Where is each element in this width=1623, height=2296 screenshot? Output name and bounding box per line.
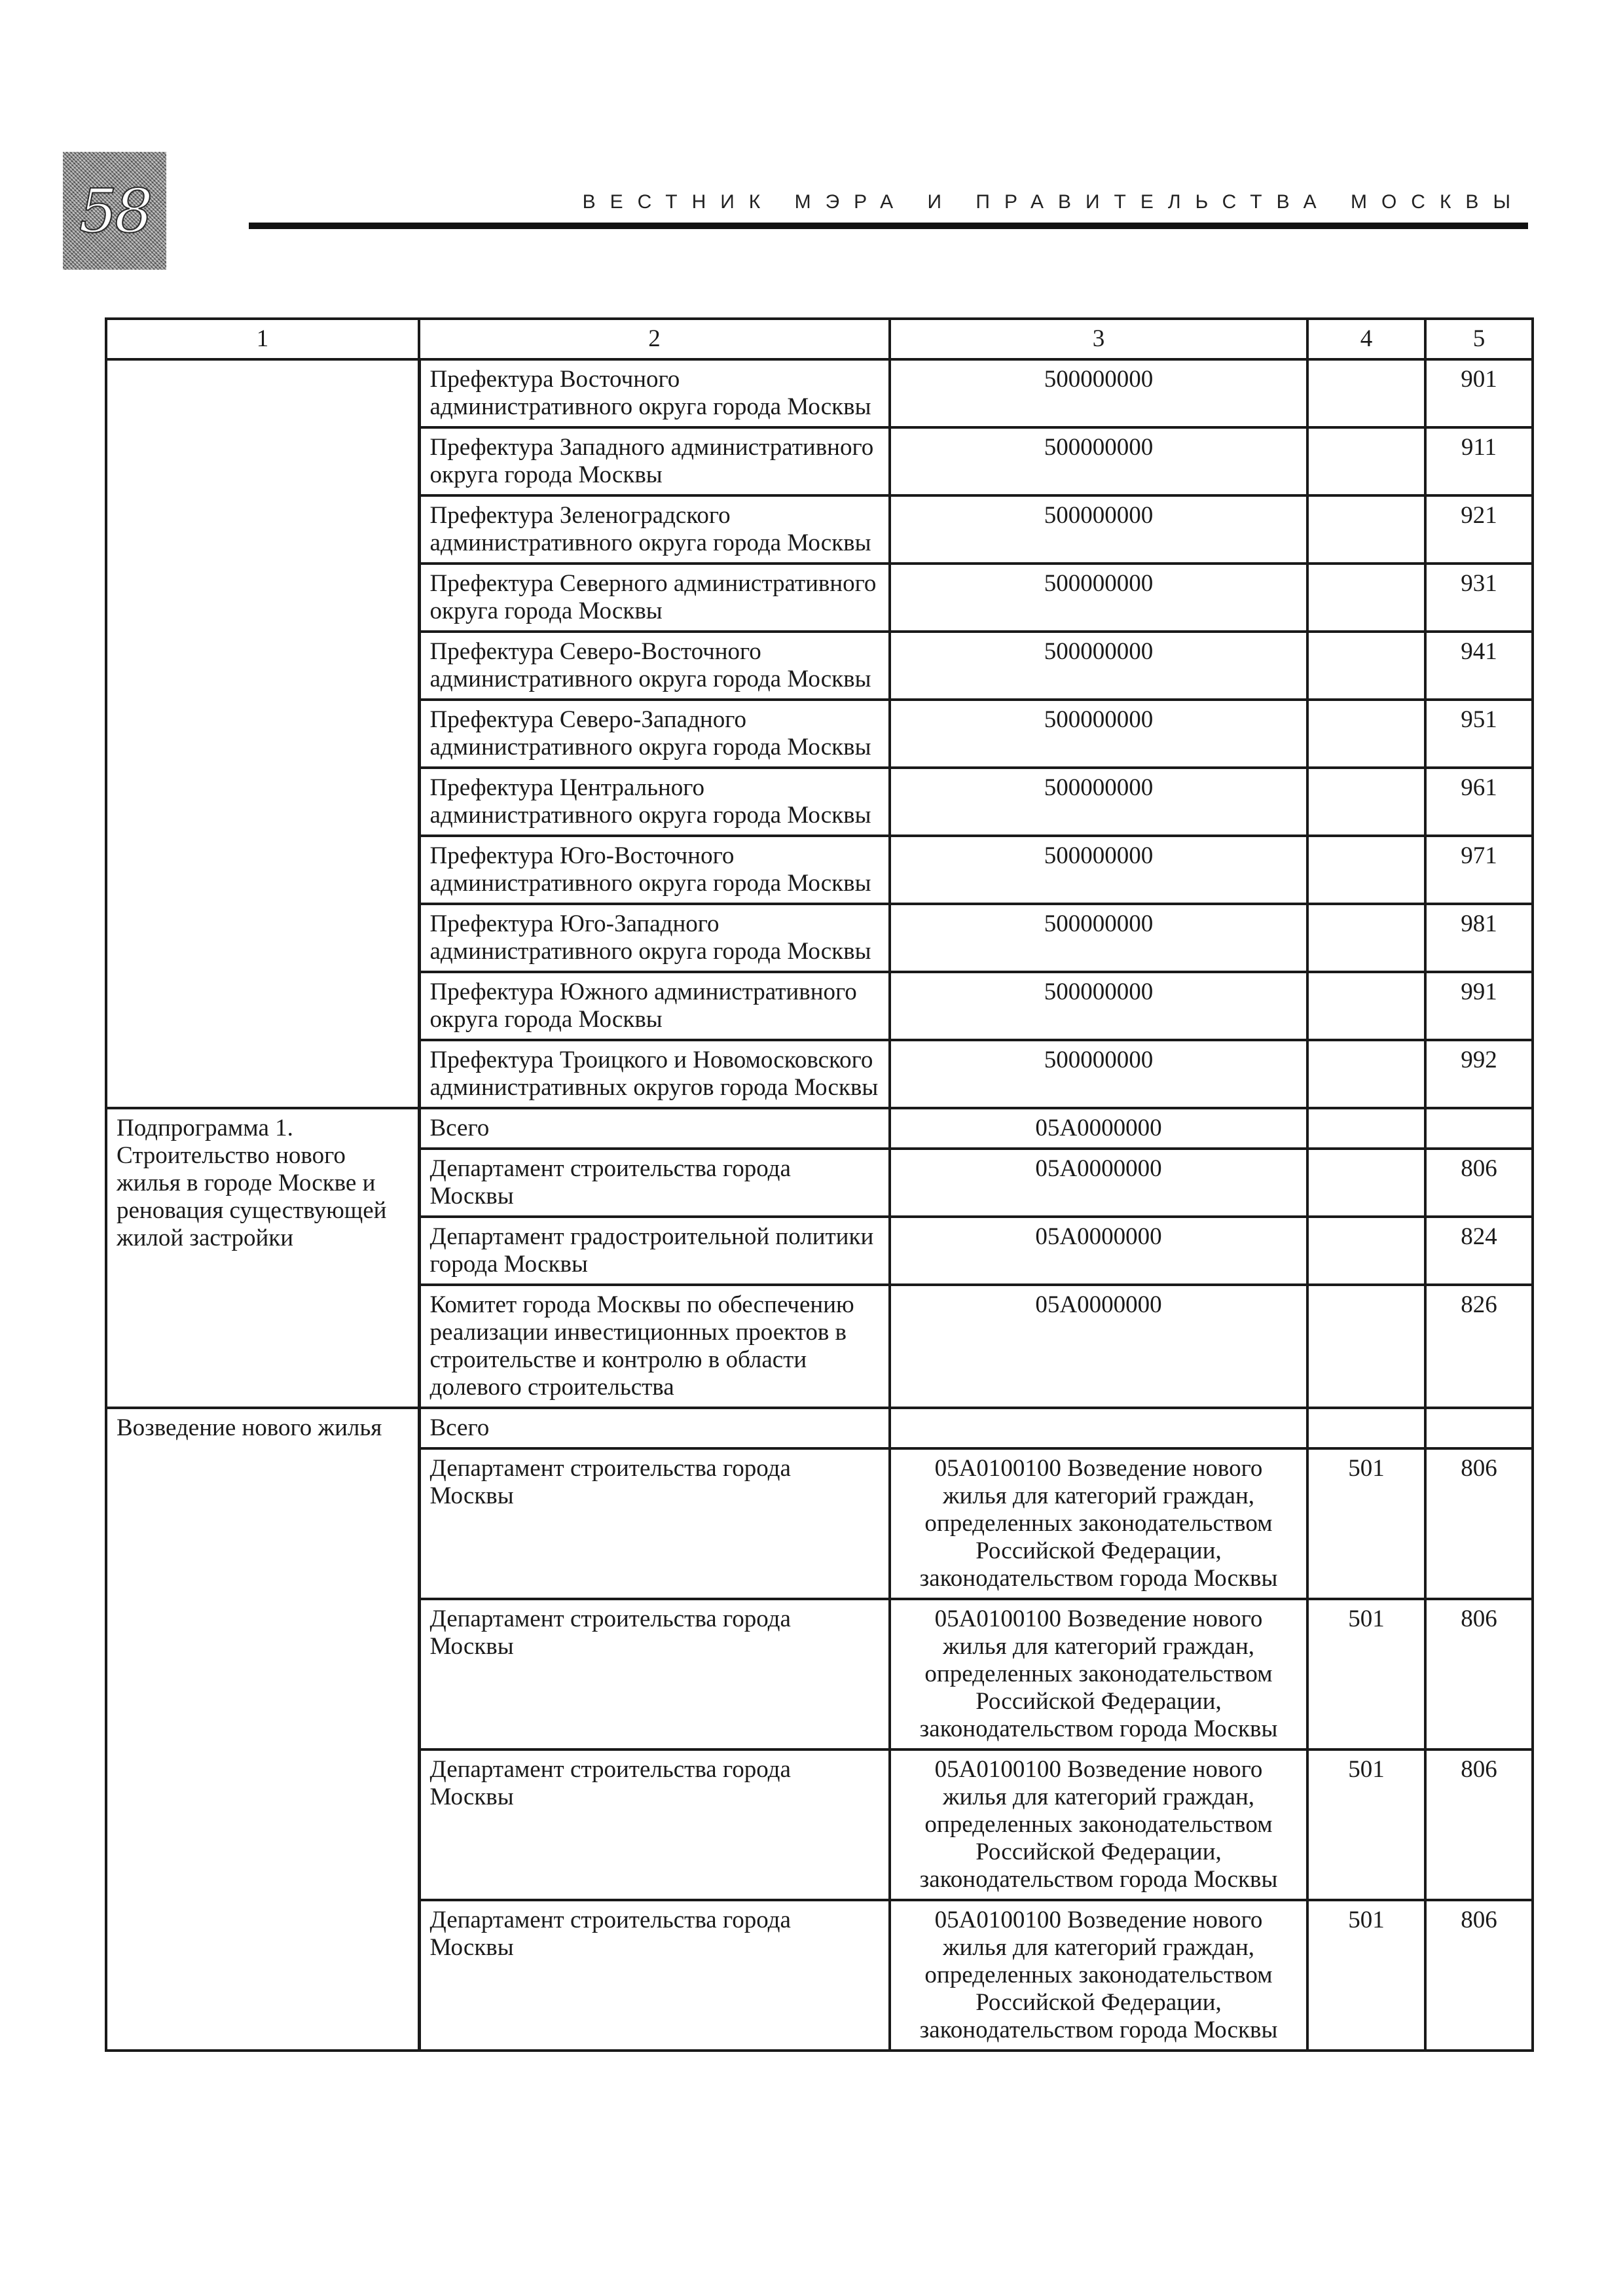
cell-code: 05А0100100 Возведение нового жилья для категорий граждан, определенных законодательством Российской Федерации, законодательством города Москвы — [890, 1599, 1307, 1749]
cell-code: 05А0100100 Возведение нового жилья для категорий граждан, определенных законодательством Российской Федерации, законодательством города Москвы — [890, 1749, 1307, 1900]
cell-col5: 826 — [1425, 1285, 1533, 1408]
cell-col5: 806 — [1425, 1900, 1533, 2051]
column-header-2: 2 — [419, 319, 890, 359]
column-header-4: 4 — [1307, 319, 1425, 359]
cell-code: 500000000 — [890, 564, 1307, 632]
cell-code: 500000000 — [890, 836, 1307, 904]
cell-col4 — [1307, 427, 1425, 495]
cell-code: 05А0000000 — [890, 1285, 1307, 1408]
cell-name: Префектура Северо-Восточного административного округа города Москвы — [419, 632, 890, 700]
cell-col4 — [1307, 564, 1425, 632]
cell-col4 — [1307, 1108, 1425, 1149]
cell-name: Всего — [419, 1108, 890, 1149]
cell-code: 500000000 — [890, 495, 1307, 564]
cell-col4 — [1307, 359, 1425, 427]
cell-code: 500000000 — [890, 700, 1307, 768]
cell-col5: 931 — [1425, 564, 1533, 632]
cell-name: Префектура Южного административного округа города Москвы — [419, 972, 890, 1040]
cell-name: Префектура Юго-Восточного административного округа города Москвы — [419, 836, 890, 904]
cell-col4 — [1307, 700, 1425, 768]
cell-name: Префектура Северо-Западного административного округа города Москвы — [419, 700, 890, 768]
cell-col5 — [1425, 1108, 1533, 1149]
cell-col5: 806 — [1425, 1149, 1533, 1217]
cell-code: 500000000 — [890, 972, 1307, 1040]
cell-col5: 971 — [1425, 836, 1533, 904]
table-edge-cell — [1533, 836, 1560, 904]
cell-col4 — [1307, 972, 1425, 1040]
cell-empty — [1307, 1408, 1425, 1448]
cell-code: 05А0000000 — [890, 1149, 1307, 1217]
table-edge-cell — [1533, 768, 1560, 836]
cell-col4 — [1307, 632, 1425, 700]
cell-col4: 501 — [1307, 1749, 1425, 1900]
table-edge-cell — [1533, 1217, 1560, 1285]
cell-col5: 991 — [1425, 972, 1533, 1040]
cell-col5: 941 — [1425, 632, 1533, 700]
journal-title: ВЕСТНИК МЭРА И ПРАВИТЕЛЬСТВА МОСКВЫ — [582, 191, 1525, 213]
cell-col5: 806 — [1425, 1599, 1533, 1749]
cell-name: Префектура Юго-Западного административного округа города Москвы — [419, 904, 890, 972]
table-edge-cell — [1533, 700, 1560, 768]
cell-col4 — [1307, 1040, 1425, 1108]
table-edge-cell — [1533, 564, 1560, 632]
table-edge-cell — [1533, 1285, 1560, 1408]
table-edge-cell — [1533, 1040, 1560, 1108]
cell-code: 500000000 — [890, 904, 1307, 972]
cell-code: 500000000 — [890, 768, 1307, 836]
budget-table — [105, 317, 1560, 2052]
cell-name: Всего — [419, 1408, 890, 1448]
table-edge-cell — [1533, 359, 1560, 427]
cell-col4 — [1307, 1217, 1425, 1285]
table-edge-cell — [1533, 632, 1560, 700]
table-edge-cell — [1533, 1900, 1560, 2051]
cell-col5: 981 — [1425, 904, 1533, 972]
table-edge-cell — [1533, 1448, 1560, 1599]
cell-col5: 901 — [1425, 359, 1533, 427]
cell-code: 05А0000000 — [890, 1217, 1307, 1285]
cell-empty — [890, 1408, 1307, 1448]
cell-code: 05А0000000 — [890, 1108, 1307, 1149]
column-header-1: 1 — [106, 319, 419, 359]
table-header-row — [106, 319, 1560, 359]
table-edge-cell — [1533, 904, 1560, 972]
header-rule — [249, 223, 1528, 229]
page-number: 58 — [79, 175, 151, 246]
cell-name: Префектура Троицкого и Новомосковского административных округов города Москвы — [419, 1040, 890, 1108]
cell-col5: 911 — [1425, 427, 1533, 495]
column-header-3: 3 — [890, 319, 1307, 359]
cell-col4: 501 — [1307, 1599, 1425, 1749]
table-edge-cell — [1533, 1749, 1560, 1900]
cell-col5: 992 — [1425, 1040, 1533, 1108]
construction-title: Возведение нового жилья — [106, 1408, 419, 2051]
cell-name: Департамент градостроительной политики города Москвы — [419, 1217, 890, 1285]
group-cell-empty — [106, 359, 419, 1108]
table-edge-cell — [1533, 319, 1560, 359]
cell-empty — [1425, 1408, 1533, 1448]
cell-code: 500000000 — [890, 632, 1307, 700]
cell-col5: 824 — [1425, 1217, 1533, 1285]
table-edge-cell — [1533, 495, 1560, 564]
page-number-badge — [63, 152, 166, 270]
budget-table-body — [106, 319, 1560, 2051]
cell-col4: 501 — [1307, 1900, 1425, 2051]
cell-code: 05А0100100 Возведение нового жилья для категорий граждан, определенных законодательством Российской Федерации, законодательством города Москвы — [890, 1900, 1307, 2051]
table-row — [106, 1408, 1560, 1448]
cell-col4 — [1307, 904, 1425, 972]
cell-name: Департамент строительства города Москвы — [419, 1900, 890, 2051]
cell-name: Префектура Северного административного округа города Москвы — [419, 564, 890, 632]
table-row — [106, 359, 1560, 427]
cell-name: Департамент строительства города Москвы — [419, 1448, 890, 1599]
table-edge-cell — [1533, 1149, 1560, 1217]
cell-col4 — [1307, 836, 1425, 904]
cell-col5: 951 — [1425, 700, 1533, 768]
table-edge-cell — [1533, 1108, 1560, 1149]
cell-name: Префектура Центрального административного округа города Москвы — [419, 768, 890, 836]
cell-col4 — [1307, 495, 1425, 564]
cell-name: Комитет города Москвы по обеспечению реализации инвестиционных проектов в строительстве и контролю в области долевого строительства — [419, 1285, 890, 1408]
cell-code: 500000000 — [890, 359, 1307, 427]
cell-code: 500000000 — [890, 1040, 1307, 1108]
cell-col5: 961 — [1425, 768, 1533, 836]
cell-name: Департамент строительства города Москвы — [419, 1599, 890, 1749]
cell-col5: 921 — [1425, 495, 1533, 564]
table-edge-cell — [1533, 427, 1560, 495]
column-header-5: 5 — [1425, 319, 1533, 359]
table-edge-cell — [1533, 1408, 1560, 1448]
cell-name: Префектура Зеленоградского административного округа города Москвы — [419, 495, 890, 564]
cell-code: 500000000 — [890, 427, 1307, 495]
cell-name: Префектура Восточного административного округа города Москвы — [419, 359, 890, 427]
cell-name: Департамент строительства города Москвы — [419, 1749, 890, 1900]
cell-col4 — [1307, 1149, 1425, 1217]
table-edge-cell — [1533, 972, 1560, 1040]
cell-name: Префектура Западного административного округа города Москвы — [419, 427, 890, 495]
table-edge-cell — [1533, 1599, 1560, 1749]
cell-col5: 806 — [1425, 1749, 1533, 1900]
cell-col4 — [1307, 768, 1425, 836]
table-row — [106, 1108, 1560, 1149]
subprogram-title: Подпрограмма 1. Строительство нового жилья в городе Москве и реновация существующей жилой застройки — [106, 1108, 419, 1408]
cell-col5: 806 — [1425, 1448, 1533, 1599]
cell-name: Департамент строительства города Москвы — [419, 1149, 890, 1217]
cell-col4 — [1307, 1285, 1425, 1408]
cell-col4: 501 — [1307, 1448, 1425, 1599]
cell-code: 05А0100100 Возведение нового жилья для категорий граждан, определенных законодательством Российской Федерации, законодательством города Москвы — [890, 1448, 1307, 1599]
